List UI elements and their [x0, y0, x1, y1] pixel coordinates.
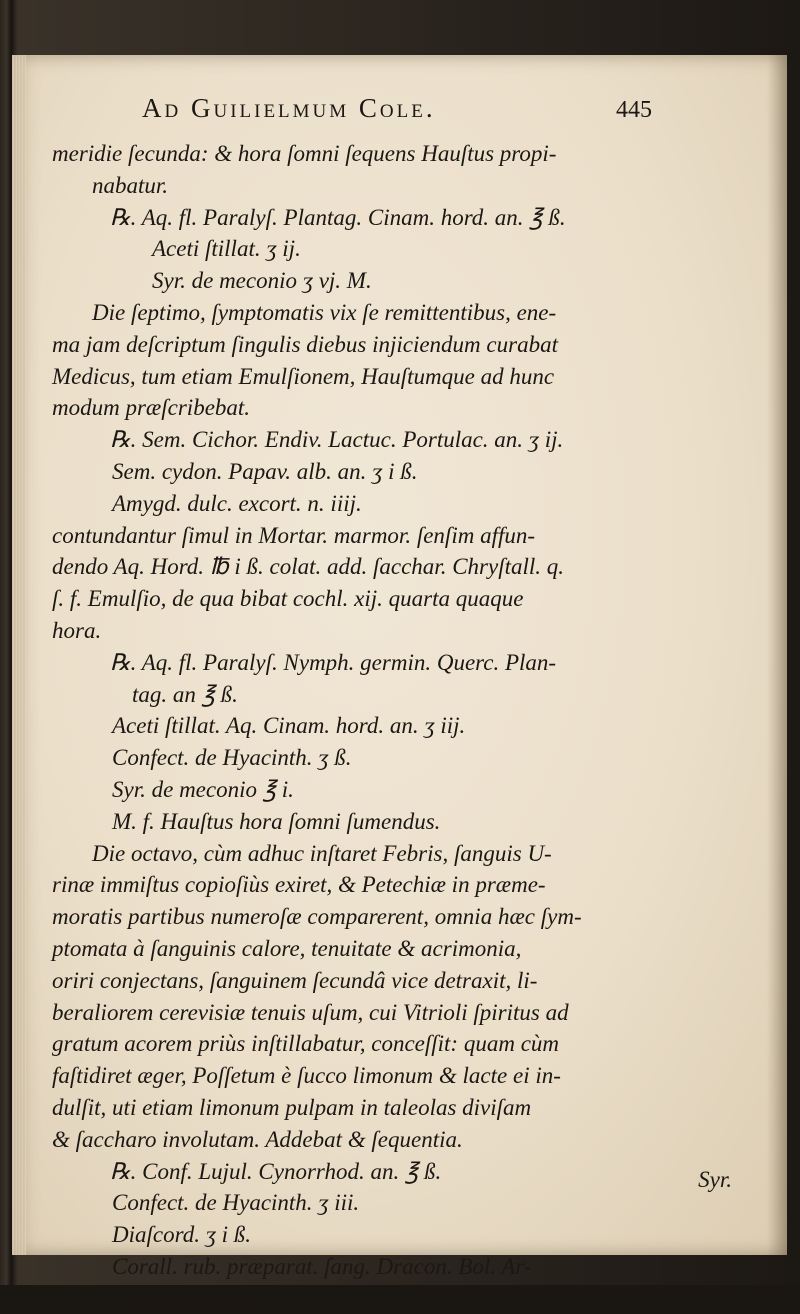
text-line: & ſaccharo involutam. Addebat & ſequentia.	[52, 1126, 463, 1152]
text-line: tag. an ℥ ß.	[132, 681, 238, 707]
text-line: men. an. ℈ i.	[132, 1285, 251, 1311]
page-number: 445	[616, 97, 652, 123]
text-line: M. f. Hauſtus hora ſomni ſumendus.	[112, 808, 441, 834]
text-line: Amygd. dulc. excort. n. iiij.	[112, 490, 362, 516]
text-line: nabatur.	[92, 172, 169, 198]
text-line: faſtidiret æger, Poſſetum è ſucco limonum & lacte ei in-	[52, 1063, 561, 1089]
text-line: Sem. cydon. Papav. alb. an. ʒ i ß.	[112, 458, 418, 484]
text-line: Medicus, tum etiam Emulſionem, Hauſtumque ad hunc	[52, 363, 555, 389]
text-line: ℞. Aq. fl. Paralyſ. Nymph. germin. Querc. Plan-	[110, 649, 557, 675]
page-header	[142, 93, 652, 133]
text-line: ma jam deſcriptum ſingulis diebus injiciendum curabat	[52, 331, 558, 357]
text-line: Die octavo, cùm adhuc inſtaret Febris, ſanguis U-	[92, 840, 552, 866]
body-text	[52, 138, 757, 1314]
text-line: Aceti ſtillat. ʒ ij.	[152, 236, 301, 262]
text-line: ſ. f. Emulſio, de qua bibat cochl. xij. quarta quaque	[52, 586, 524, 612]
text-line: Confect. de Hyacinth. ʒ iii.	[112, 1190, 360, 1216]
page-edge	[12, 55, 26, 1255]
text-line: Corall. rub. præparat. ſang. Dracon. Bol. Ar-	[112, 1253, 532, 1279]
text-line: Die ſeptimo, ſymptomatis vix ſe remittentibus, ene-	[92, 299, 557, 325]
text-line: gratum acorem priùs inſtillabatur, conceſſit: quam cùm	[52, 1031, 560, 1057]
text-line: dendo Aq. Hord. ℔ i ß. colat. add. ſacchar. Chryſtall. q.	[52, 554, 565, 580]
text-line: modum præſcribebat.	[52, 395, 251, 421]
text-line: hora.	[52, 617, 102, 643]
text-line: Aceti ſtillat. Aq. Cinam. hord. an. ʒ iij.	[112, 713, 466, 739]
text-line: ℞. Sem. Cichor. Endiv. Lactuc. Portulac. an. ʒ ij.	[110, 427, 564, 453]
text-line: dulſit, uti etiam limonum pulpam in taleolas diviſam	[52, 1094, 532, 1120]
text-line: oriri conjectans, ſanguinem ſecundâ vice detraxit, li-	[52, 967, 538, 993]
running-head: Ad Guilielmum Cole.	[142, 93, 436, 123]
text-line: ptomata à ſanguinis calore, tenuitate & acrimonia,	[52, 935, 522, 961]
text-line: ℞. Aq. fl. Paralyſ. Plantag. Cinam. hord. an. ℥ ß.	[110, 204, 566, 230]
text-line: Confect. de Hyacinth. ʒ ß.	[112, 745, 352, 771]
page-shadow	[767, 55, 787, 1255]
text-line: Syr. de meconio ʒ vj. M.	[152, 268, 372, 294]
text-line: meridie ſecunda: & hora ſomni ſequens Hauſtus propi-	[52, 141, 557, 166]
text-line: Syr. de meconio ℥ i.	[112, 776, 294, 802]
book-page	[12, 55, 787, 1311]
text-line: contundantur ſimul in Mortar. marmor. ſenſim affun-	[52, 522, 536, 548]
text-line: moratis partibus numeroſæ comparerent, omnia hæc ſym-	[52, 904, 582, 930]
catchword: Syr.	[698, 1167, 732, 1192]
text-line: beraliorem cerevisiæ tenuis uſum, cui Vitrioli ſpiritus ad	[52, 999, 569, 1025]
text-line: Diaſcord. ʒ i ß.	[112, 1222, 252, 1248]
text-line: rinæ immiſtus copioſiùs exiret, & Petechiæ in præme-	[52, 872, 546, 898]
text-line: ℞. Conf. Lujul. Cynorrhod. an. ℥ ß.	[110, 1158, 442, 1184]
